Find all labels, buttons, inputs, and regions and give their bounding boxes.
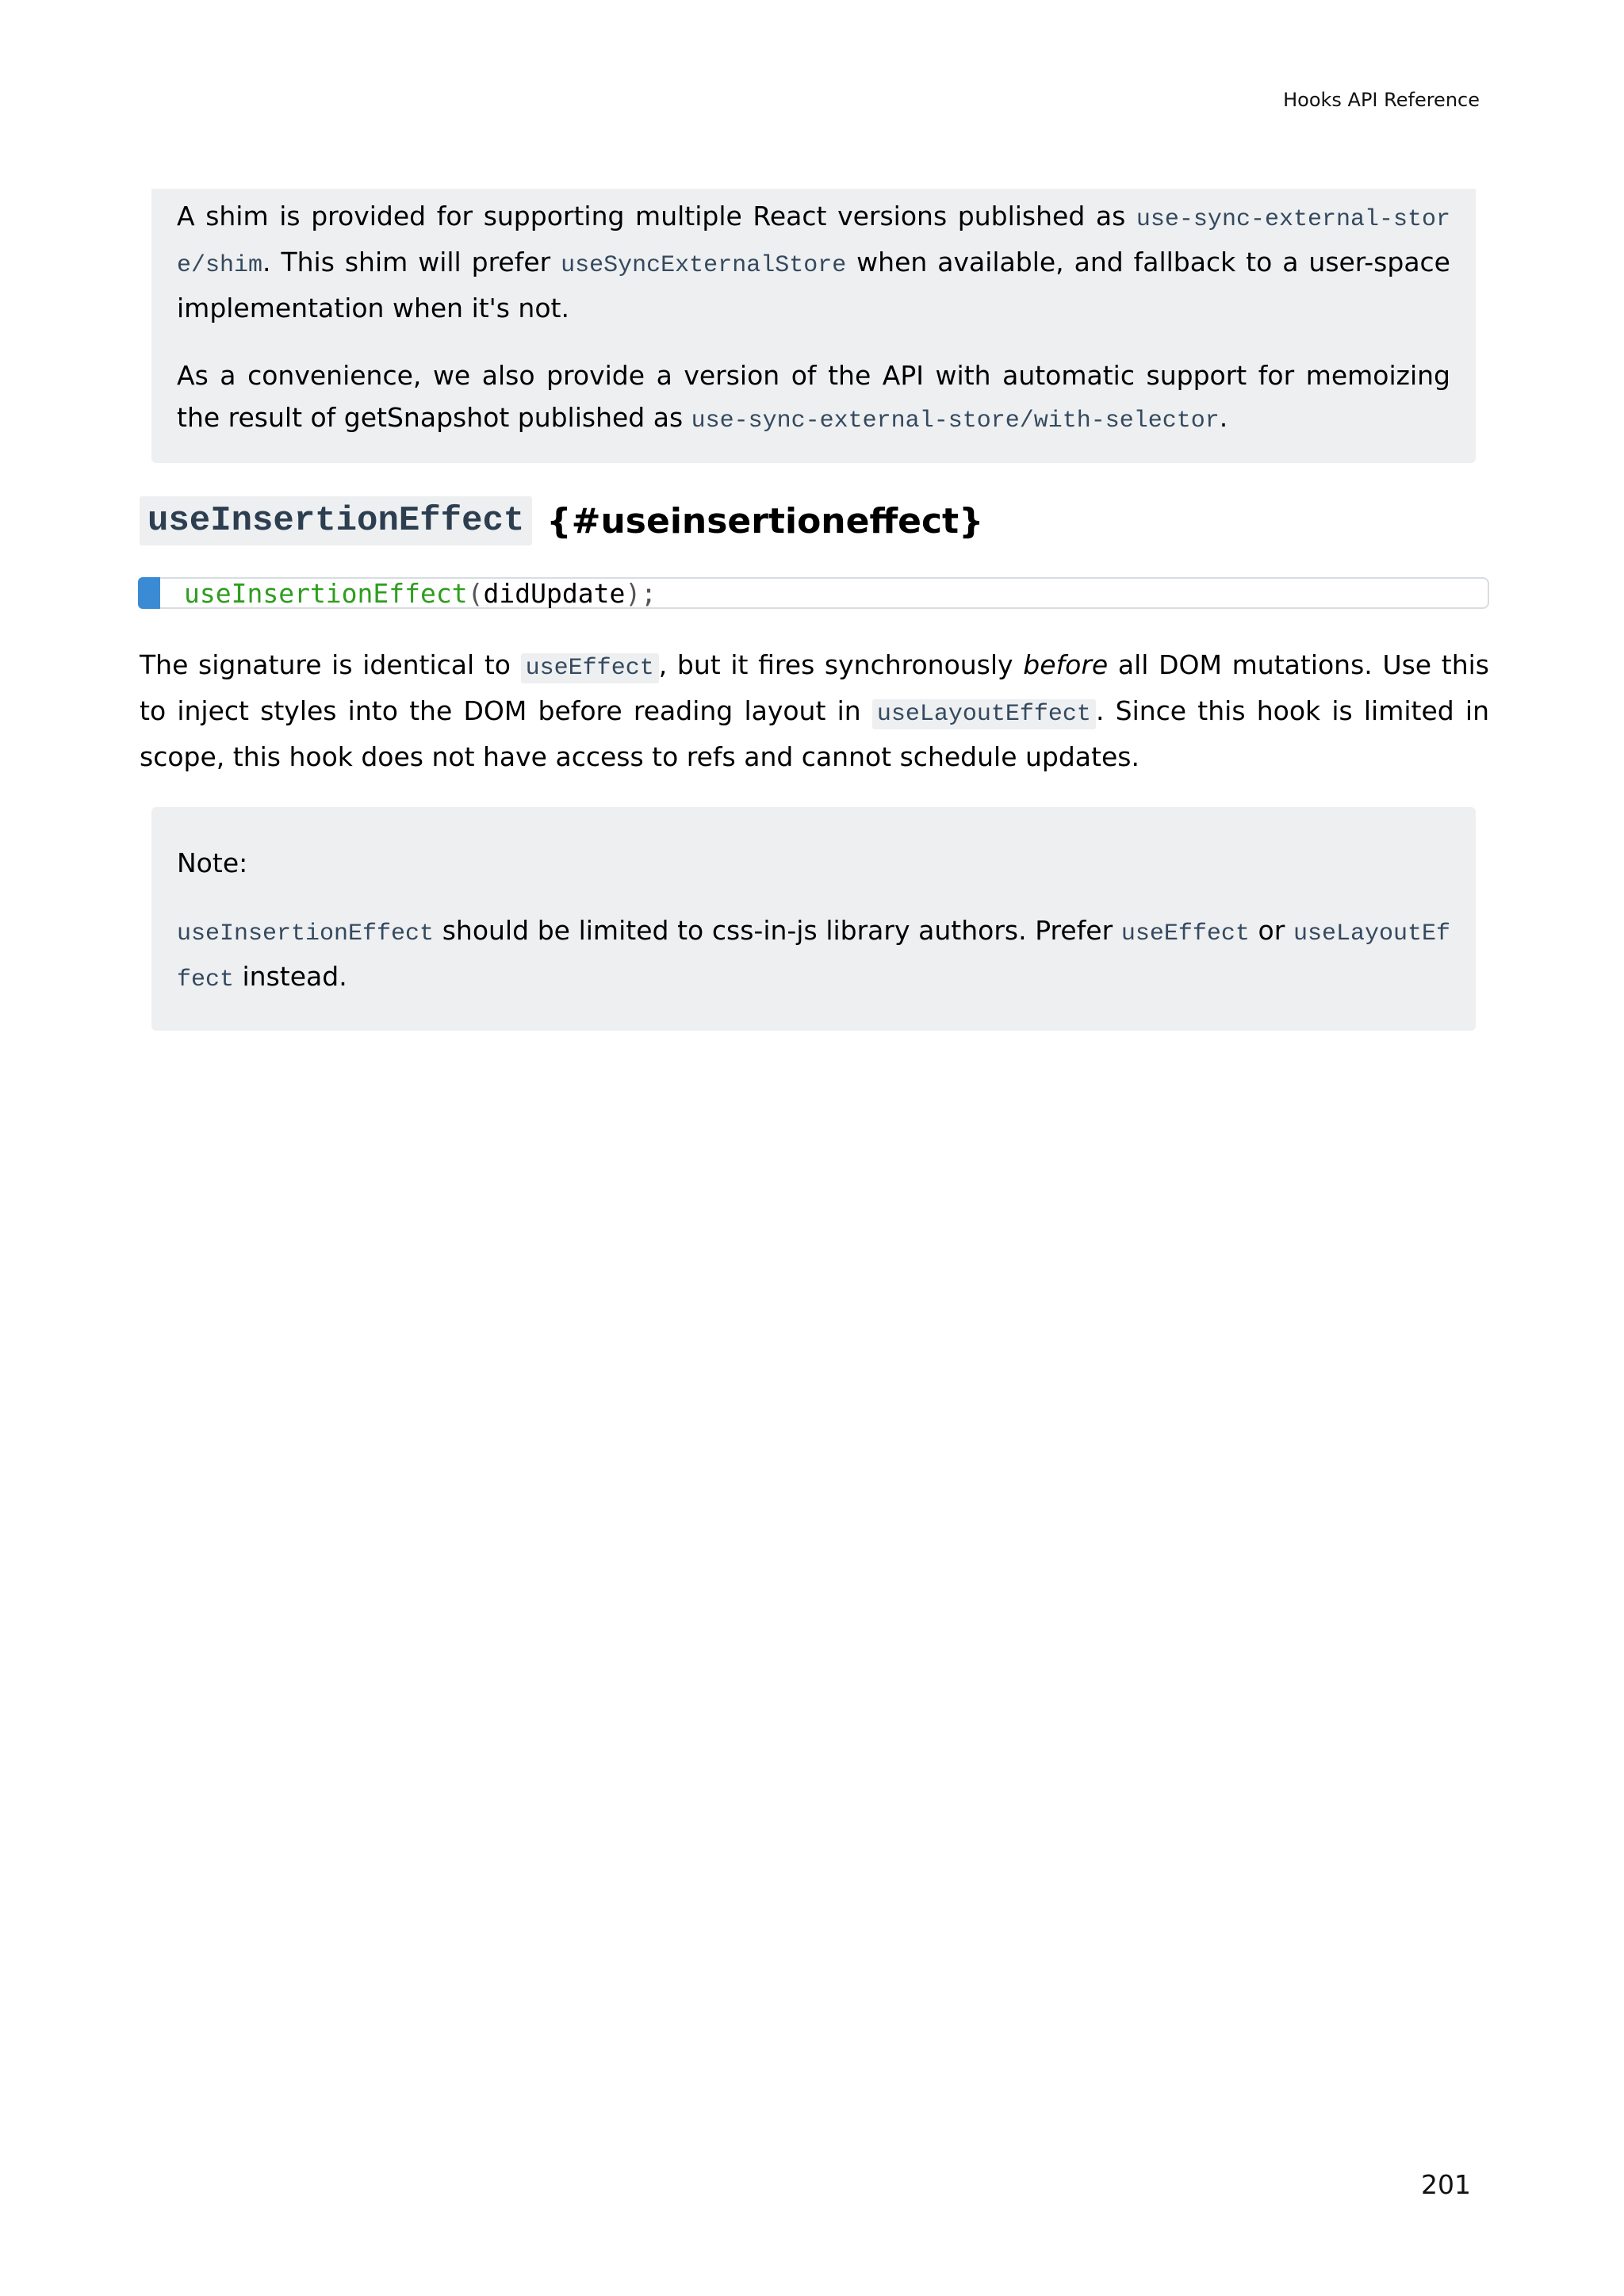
code-block	[138, 577, 1489, 609]
code-line: useInsertionEffect(didUpdate);	[184, 577, 657, 609]
use-effect-code: useEffect	[521, 653, 659, 683]
note-title: Note:	[177, 848, 248, 878]
note-paragraph: useInsertionEffect should be limited to css-in-js library authors. Prefer useEffect or useLayoutEffect instead.	[177, 915, 1450, 993]
use-sync-external-store-code: useSyncExternalStore	[561, 252, 847, 279]
description-paragraph: The signature is identical to useEffect , but it fires synchronously before all DOM mutations. Use this to inject styles into the DOM before reading layout in useLayoutEffect . Since this hook is limited in scope, this hook does not have access to refs and cannot schedule updates.	[140, 649, 1489, 772]
emphasis-before: before	[1023, 649, 1109, 680]
heading-anchor: {#useinsertioneffect}	[546, 500, 984, 541]
shim-package-code: use-sync-external-store/shim	[177, 206, 1450, 279]
with-selector-package-code: use-sync-external-store/with-selector	[691, 408, 1220, 434]
code-block-marker	[138, 577, 160, 609]
note-use-layout-effect-code: useLayoutEffect	[177, 920, 1450, 993]
use-layout-effect-code: useLayoutEffect	[872, 699, 1096, 729]
heading-code: useInsertionEffect	[140, 496, 532, 545]
selector-paragraph: As a convenience, we also provide a version of the API with automatic support for memoizing the result of getSnapshot published as use-sync-external-store/with-selector.	[177, 360, 1450, 434]
note-use-insertion-effect-code: useInsertionEffect	[177, 920, 435, 947]
shim-paragraph: A shim is provided for supporting multiple React versions published as use-sync-external-store/shim. This shim will prefer useSyncExternalStore when available, and fallback to a user-space implementation when it's not.	[177, 201, 1450, 323]
note-use-effect-code: useEffect	[1120, 920, 1250, 947]
section-heading	[140, 496, 983, 545]
description-paragraph-wrap	[140, 644, 1489, 778]
shim-note-box	[151, 189, 1476, 463]
library-note-box	[151, 807, 1476, 1031]
page-number: 201	[1421, 2169, 1471, 2200]
running-header: Hooks API Reference	[1283, 89, 1480, 111]
